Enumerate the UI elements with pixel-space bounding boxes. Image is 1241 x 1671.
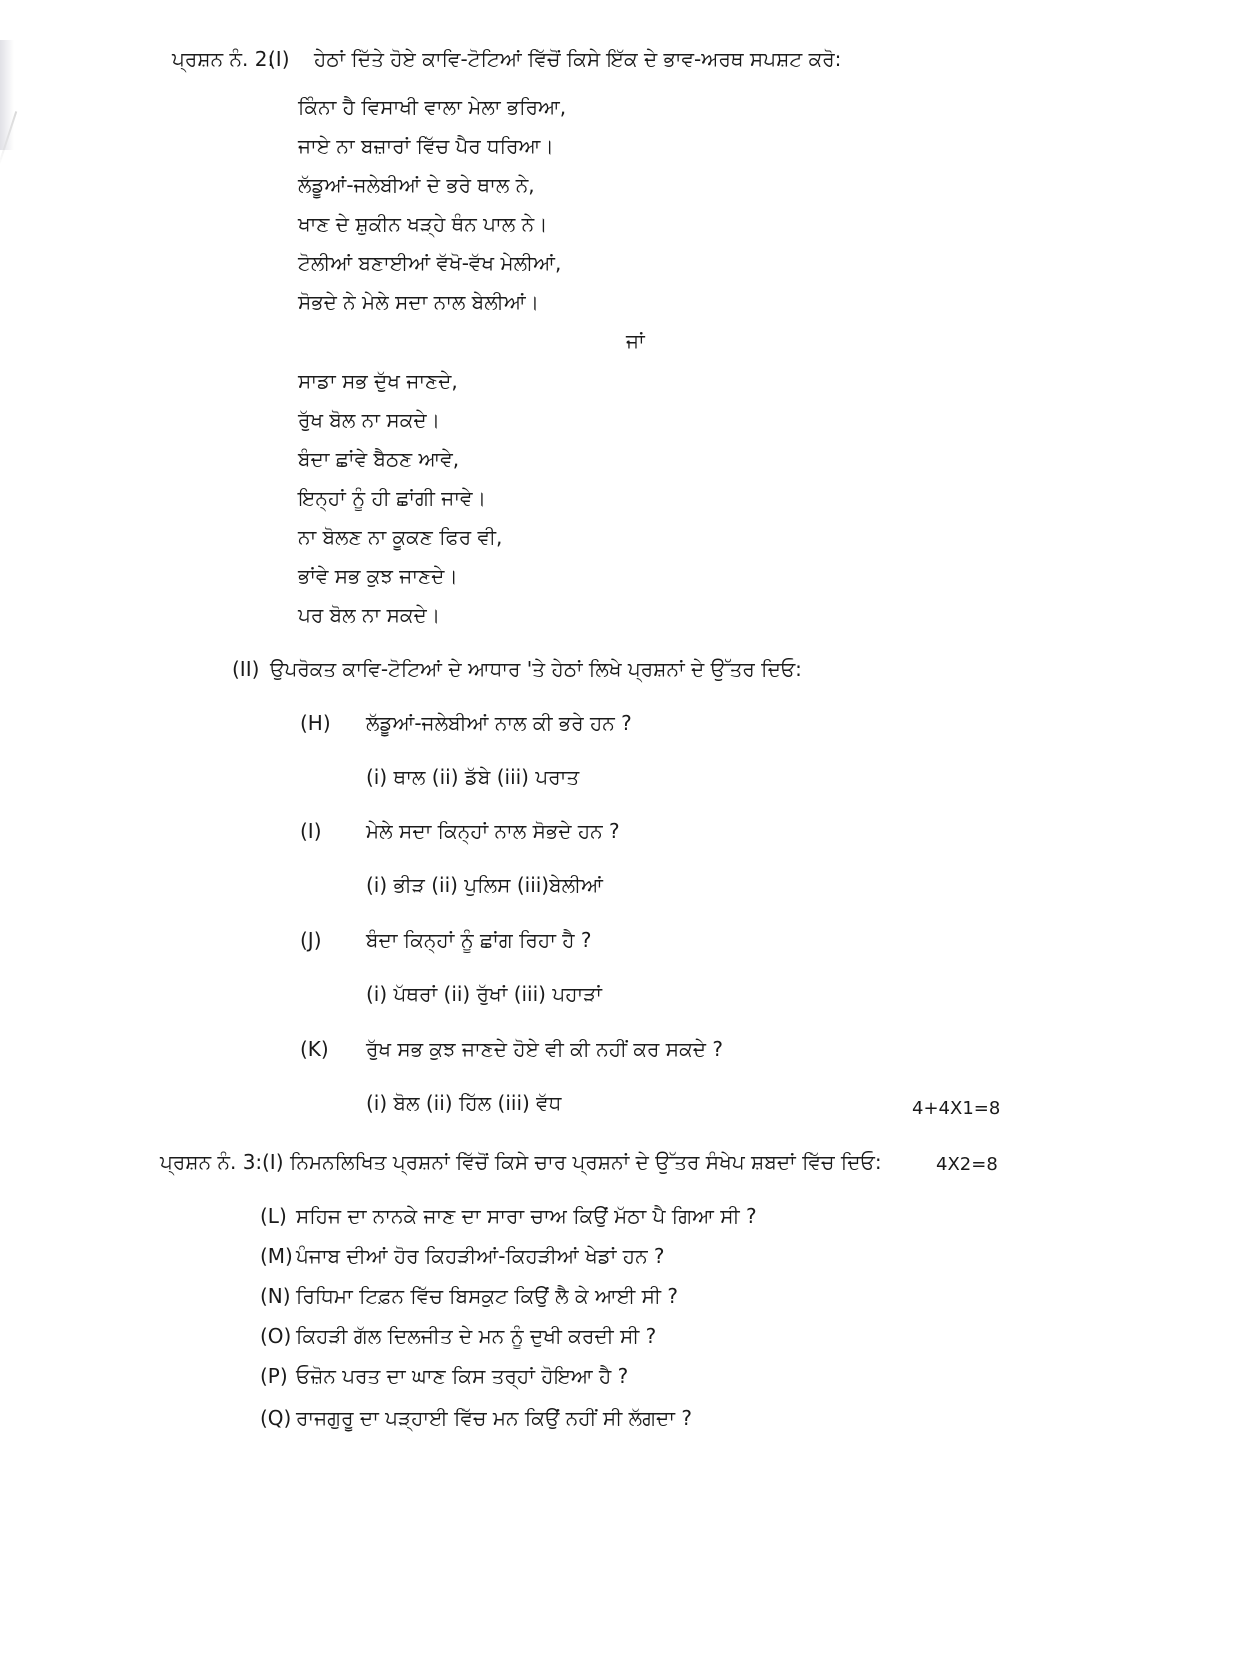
subq-text: ਰੁੱਖ ਸਭ ਕੁਝ ਜਾਣਦੇ ਹੋਏ ਵੀ ਕੀ ਨਹੀਂ ਕਰ ਸਕਦੇ ? <box>366 1037 723 1061</box>
q3-question-text: ਪੰਜਾਬ ਦੀਆਂ ਹੋਰ ਕਿਹੜੀਆਂ-ਕਿਹੜੀਆਂ ਖੇਡਾਂ ਹਨ ? <box>296 1244 665 1268</box>
q3-question-text: ਓਜ਼ੋਨ ਪਰਤ ਦਾ ਘਾਣ ਕਿਸ ਤਰ੍ਹਾਂ ਹੋਇਆ ਹੈ ? <box>296 1364 629 1388</box>
poem2-line: ਨਾ ਬੋਲਣ ਨਾ ਕੂਕਣ ਫਿਰ ਵੀ, <box>298 525 503 549</box>
q2-label: ਪ੍ਰਸ਼ਨ ਨੰ. 2: <box>172 47 275 71</box>
q3-question-text: ਰਾਜਗੁਰੂ ਦਾ ਪੜ੍ਹਾਈ ਵਿੱਚ ਮਨ ਕਿਉਂ ਨਹੀਂ ਸੀ ਲੱਗਦਾ ? <box>296 1406 692 1430</box>
q2-part2-number: (II) <box>232 657 260 681</box>
poem1-line: ਲੱਡੂਆਂ-ਜਲੇਬੀਆਂ ਦੇ ਭਰੇ ਥਾਲ ਨੇ, <box>298 173 535 197</box>
poem2-line: ਪਰ ਬੋਲ ਨਾ ਸਕਦੇ। <box>298 603 441 627</box>
or-separator: ਜਾਂ <box>626 329 645 353</box>
subq-text: ਬੰਦਾ ਕਿਨ੍ਹਾਂ ਨੂੰ ਛਾਂਗ ਰਿਹਾ ਹੈ ? <box>366 928 592 952</box>
subq-options: (i) ਥਾਲ (ii) ਡੱਬੇ (iii) ਪਰਾਤ <box>366 765 580 789</box>
poem1-line: ਟੋਲੀਆਂ ਬਣਾਈਆਂ ਵੱਖੋ-ਵੱਖ ਮੇਲੀਆਂ, <box>298 251 562 275</box>
q3-question-number: (N) <box>260 1284 291 1308</box>
q2-part1-number: (I) <box>268 47 290 71</box>
q3-question-text: ਰਿਧਿਮਾ ਟਿਫ਼ਨ ਵਿੱਚ ਬਿਸਕੁਟ ਕਿਉਂ ਲੈ ਕੇ ਆਈ ਸੀ ? <box>296 1284 678 1308</box>
subq-options: (i) ਬੋਲ (ii) ਹਿੱਲ (iii) ਵੱਧ <box>366 1091 562 1115</box>
subq-number: (H) <box>300 711 331 735</box>
q3-question-number: (P) <box>260 1364 288 1388</box>
q3-marks: 4X2=8 <box>936 1154 998 1175</box>
subq-text: ਲੱਡੂਆਂ-ਜਲੇਬੀਆਂ ਨਾਲ ਕੀ ਭਰੇ ਹਨ ? <box>366 711 632 735</box>
subq-number: (I) <box>300 819 322 843</box>
q3-question-number: (L) <box>260 1204 287 1228</box>
subq-number: (J) <box>300 928 322 952</box>
q2-marks: 4+4X1=8 <box>912 1098 1001 1119</box>
q2-part2-instruction: ਉਪਰੋਕਤ ਕਾਵਿ-ਟੋਟਿਆਂ ਦੇ ਆਧਾਰ 'ਤੇ ਹੇਠਾਂ ਲਿਖੇ ਪ੍ਰਸ਼ਨਾਂ ਦੇ ਉੱਤਰ ਦਿਓ: <box>270 657 802 681</box>
subq-options: (i) ਪੱਥਰਾਂ (ii) ਰੁੱਖਾਂ (iii) ਪਹਾੜਾਂ <box>366 982 602 1006</box>
q3-instruction: ਨਿਮਨਲਿਖਿਤ ਪ੍ਰਸ਼ਨਾਂ ਵਿੱਚੋਂ ਕਿਸੇ ਚਾਰ ਪ੍ਰਸ਼ਨਾਂ ਦੇ ਉੱਤਰ ਸੰਖੇਪ ਸ਼ਬਦਾਂ ਵਿੱਚ ਦਿਓ: <box>290 1150 882 1174</box>
poem1-line: ਕਿੰਨਾ ਹੈ ਵਿਸਾਖੀ ਵਾਲਾ ਮੇਲਾ ਭਰਿਆ, <box>298 95 567 119</box>
poem2-line: ਭਾਂਵੇ ਸਭ ਕੁਝ ਜਾਣਦੇ। <box>298 564 458 588</box>
q2-instruction: ਹੇਠਾਂ ਦਿੱਤੇ ਹੋਏ ਕਾਵਿ-ਟੋਟਿਆਂ ਵਿੱਚੋਂ ਕਿਸੇ ਇੱਕ ਦੇ ਭਾਵ-ਅਰਥ ਸਪਸ਼ਟ ਕਰੋ: <box>314 47 842 71</box>
q3-question-text: ਕਿਹੜੀ ਗੱਲ ਦਿਲਜੀਤ ਦੇ ਮਨ ਨੂੰ ਦੁਖੀ ਕਰਦੀ ਸੀ ? <box>296 1324 657 1348</box>
q3-label: ਪ੍ਰਸ਼ਨ ਨੰ. 3: <box>160 1150 263 1174</box>
q3-question-number: (O) <box>260 1324 292 1348</box>
poem2-line: ਬੰਦਾ ਛਾਂਵੇ ਬੈਠਣ ਆਵੇ, <box>298 447 460 471</box>
poem1-line: ਜਾਏ ਨਾ ਬਜ਼ਾਰਾਂ ਵਿੱਚ ਪੈਰ ਧਰਿਆ। <box>298 134 554 158</box>
subq-number: (K) <box>300 1037 329 1061</box>
q3-question-text: ਸਹਿਜ ਦਾ ਨਾਨਕੇ ਜਾਣ ਦਾ ਸਾਰਾ ਚਾਅ ਕਿਉਂ ਮੱਠਾ ਪੈ ਗਿਆ ਸੀ ? <box>296 1204 757 1228</box>
poem2-line: ਇਨ੍ਹਾਂ ਨੂੰ ਹੀ ਛਾਂਗੀ ਜਾਵੇ। <box>298 486 487 510</box>
subq-text: ਮੇਲੇ ਸਦਾ ਕਿਨ੍ਹਾਂ ਨਾਲ ਸੋਭਦੇ ਹਨ ? <box>366 819 620 843</box>
poem1-line: ਸੋਭਦੇ ਨੇ ਮੇਲੇ ਸਦਾ ਨਾਲ ਬੇਲੀਆਂ। <box>298 290 540 314</box>
q3-question-number: (Q) <box>260 1406 292 1430</box>
poem2-line: ਰੁੱਖ ਬੋਲ ਨਾ ਸਕਦੇ। <box>298 408 441 432</box>
poem1-line: ਖਾਣ ਦੇ ਸ਼ੁਕੀਨ ਖੜ੍ਹੇ ਥੰਨ ਪਾਲ ਨੇ। <box>298 212 548 236</box>
poem2-line: ਸਾਡਾ ਸਭ ਦੁੱਖ ਜਾਣਦੇ, <box>298 369 458 393</box>
q3-part-number: (I) <box>262 1150 284 1174</box>
subq-options: (i) ਭੀੜ (ii) ਪੁਲਿਸ (iii)ਬੇਲੀਆਂ <box>366 873 603 897</box>
q3-question-number: (M) <box>260 1244 293 1268</box>
